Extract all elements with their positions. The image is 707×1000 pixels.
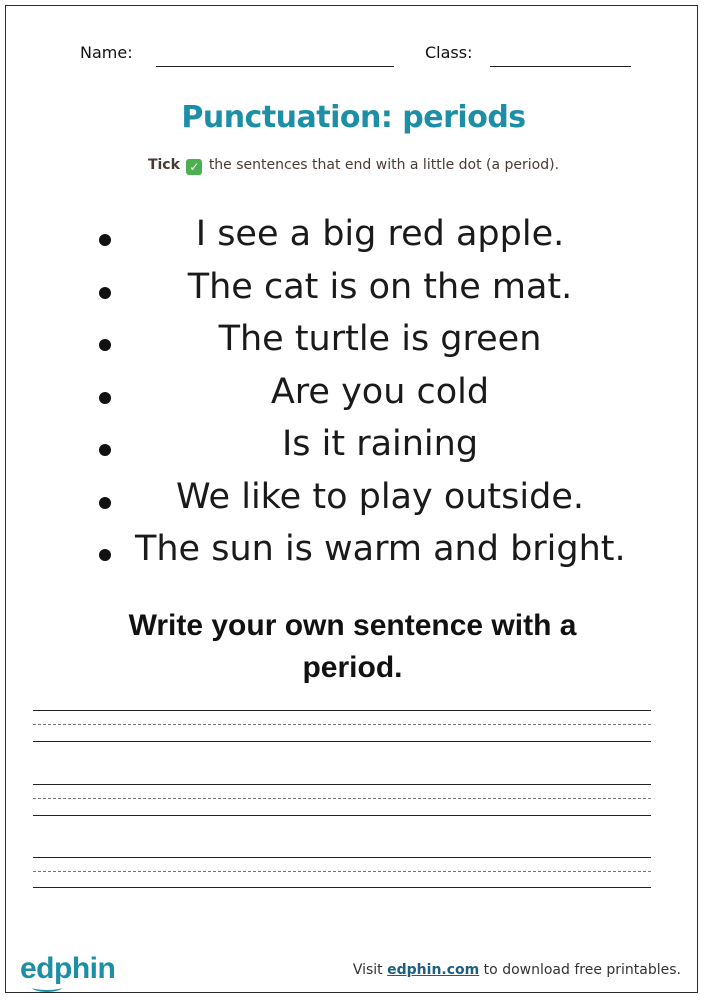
writing-line-mid: [33, 724, 651, 725]
writing-line-mid: [33, 871, 651, 872]
bullet-icon: [99, 287, 111, 299]
sentence-text: Are you cold: [270, 371, 490, 412]
bullet-icon: [99, 392, 111, 404]
bullet-icon: [99, 234, 111, 246]
sentence-item[interactable]: [0, 370, 707, 423]
sentence-text: The turtle is green: [218, 319, 542, 359]
instruction: [0, 157, 707, 175]
sentence-item[interactable]: [0, 422, 707, 475]
instruction-text: the sentences that end with a little dot (a period).: [208, 157, 560, 173]
name-label: Name:: [80, 43, 133, 62]
checkmark-icon: ✓: [186, 159, 202, 175]
bullet-icon: [99, 497, 111, 509]
sentence-text: The sun is warm and bright.: [135, 529, 626, 569]
writing-line-group[interactable]: [33, 854, 651, 929]
footer-note: [353, 962, 681, 978]
edphin-logo: edphin: [20, 952, 116, 985]
worksheet-title: Punctuation: periods: [181, 100, 526, 135]
class-blank-line[interactable]: [490, 66, 631, 67]
sentence-list: [0, 212, 707, 580]
writing-prompt: Write your own sentence with a period.: [128, 609, 577, 684]
footer-link[interactable]: edphin.com: [387, 962, 480, 978]
logo-smile-icon: [32, 983, 62, 992]
writing-line-top: [33, 710, 651, 711]
writing-lines[interactable]: [33, 704, 651, 929]
writing-line-top: [33, 857, 651, 858]
writing-line-base: [33, 815, 651, 816]
class-label: Class:: [425, 43, 473, 62]
writing-line-base: [33, 741, 651, 742]
writing-line-group[interactable]: [33, 704, 651, 779]
bullet-icon: [99, 444, 111, 456]
sentence-text: We like to play outside.: [176, 476, 584, 517]
sentence-text: I see a big red apple.: [195, 214, 565, 254]
sentence-item[interactable]: [0, 475, 707, 528]
footer-prefix: Visit: [352, 962, 388, 978]
sentence-item[interactable]: [0, 265, 707, 318]
writing-line-mid: [33, 798, 651, 799]
writing-line-top: [33, 784, 651, 785]
name-blank-line[interactable]: [156, 66, 394, 67]
sentence-item[interactable]: [0, 527, 707, 580]
writing-line-group[interactable]: [33, 779, 651, 854]
sentence-text: Is it raining: [281, 424, 479, 464]
bullet-icon: [99, 549, 111, 561]
sentence-text: The cat is on the mat.: [187, 266, 573, 307]
sentence-item[interactable]: [0, 212, 707, 265]
writing-line-base: [33, 887, 651, 888]
instruction-tick-word: Tick: [147, 157, 180, 173]
sentence-item[interactable]: [0, 317, 707, 370]
bullet-icon: [99, 339, 111, 351]
footer-suffix: to download free printables.: [479, 962, 681, 978]
